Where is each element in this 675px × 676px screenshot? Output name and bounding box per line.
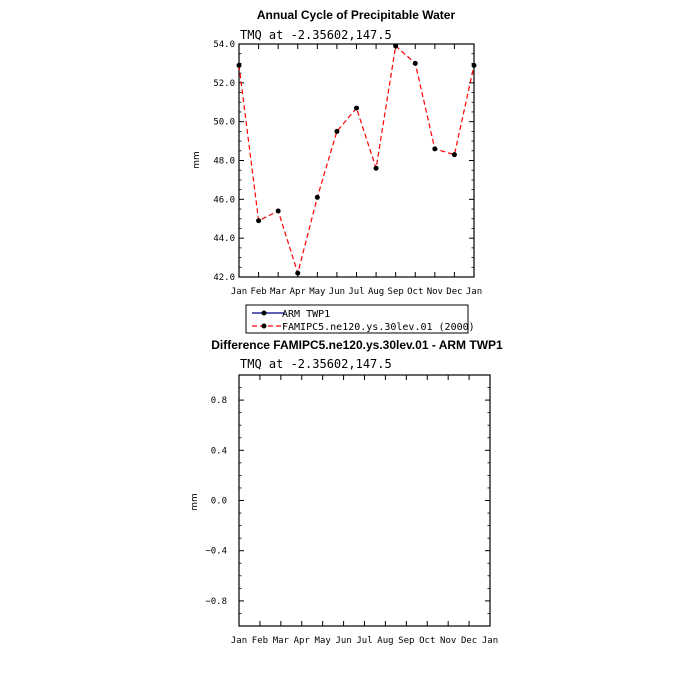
chart-2-ticks [239, 375, 490, 626]
data-point [432, 146, 437, 151]
x-tick-label: Jan [481, 636, 499, 646]
chart-2-title: Difference FAMIPC5.ne120.ys.30lev.01 - ARM TWP1 [211, 338, 503, 352]
x-tick-label: Jan [465, 287, 483, 297]
y-tick-label: −0.4 [205, 546, 227, 557]
y-tick-label: 54.0 [213, 40, 235, 50]
x-tick-label: May [309, 287, 326, 297]
x-tick-label: Jul [348, 287, 365, 297]
x-tick-label: Dec [446, 287, 463, 297]
y-tick-label: 42.0 [213, 273, 235, 283]
data-point [256, 218, 261, 223]
y-tick-label: 0.4 [210, 446, 227, 457]
legend-model-marker [262, 324, 267, 329]
chart-1-title: Annual Cycle of Precipitable Water [256, 8, 456, 22]
x-tick-label: May [314, 636, 331, 646]
chart-1-x-tick-labels [231, 287, 482, 297]
x-tick-label: Jan [230, 287, 248, 297]
data-point [374, 166, 379, 171]
chart-2-y-axis-title: mm [190, 493, 200, 511]
legend-arm-marker [262, 311, 267, 316]
x-tick-label: Nov [440, 636, 457, 646]
chart-1-subtitle: TMQ at -2.35602,147.5 [240, 28, 392, 42]
data-point [276, 208, 281, 213]
x-tick-label: Jan [230, 636, 248, 646]
x-tick-label: Nov [426, 287, 443, 297]
data-point [334, 129, 339, 134]
y-tick-label: −0.8 [205, 596, 227, 607]
data-point [452, 152, 457, 157]
legend-model-label: FAMIPC5.ne120.ys.30lev.01 (2000) [282, 322, 475, 333]
chart-1-ticks [239, 44, 474, 277]
x-tick-label: Apr [289, 287, 306, 297]
data-point [237, 63, 242, 68]
x-tick-label: Sep [398, 636, 415, 646]
chart-2-x-tick-labels [231, 636, 498, 646]
x-tick-label: Aug [377, 636, 394, 646]
legend-entry-model [252, 322, 475, 333]
x-tick-label: Apr [293, 636, 310, 646]
chart-1-series [237, 43, 477, 275]
chart-1-y-axis-title: mm [192, 151, 202, 169]
chart-1-legend [246, 305, 475, 333]
chart-2 [190, 338, 503, 646]
data-point [315, 195, 320, 200]
data-point [295, 271, 300, 276]
x-tick-label: Oct [407, 287, 424, 297]
y-tick-label: 44.0 [213, 234, 235, 245]
x-tick-label: Sep [387, 287, 404, 297]
chart-2-y-tick-labels [205, 396, 227, 607]
data-point [413, 61, 418, 66]
x-tick-label: Mar [270, 287, 287, 297]
y-tick-label: 46.0 [213, 195, 235, 206]
y-tick-label: 52.0 [213, 78, 235, 89]
x-tick-label: Feb [250, 287, 267, 297]
y-tick-label: 50.0 [213, 117, 235, 128]
x-tick-label: Mar [272, 636, 289, 646]
x-tick-label: Dec [460, 636, 478, 646]
chart-2-plot-frame [239, 375, 490, 626]
legend-arm-label: ARM TWP1 [282, 309, 331, 320]
data-point [354, 106, 359, 111]
chart-1 [192, 8, 482, 333]
y-tick-label: 48.0 [213, 156, 235, 167]
series-line-1 [239, 46, 474, 273]
x-tick-label: Feb [251, 636, 269, 646]
chart-1-plot-frame [239, 44, 474, 277]
data-point [393, 43, 398, 48]
x-tick-label: Jun [328, 287, 346, 297]
y-tick-label: 0.0 [210, 496, 227, 507]
x-tick-label: Jul [356, 636, 373, 646]
chart-1-y-tick-labels [213, 40, 235, 283]
x-tick-label: Jun [335, 636, 352, 646]
x-tick-label: Oct [419, 636, 436, 646]
y-tick-label: 0.8 [210, 396, 227, 407]
data-point [472, 63, 477, 68]
x-tick-label: Aug [367, 287, 385, 297]
chart-2-subtitle: TMQ at -2.35602,147.5 [240, 357, 392, 371]
